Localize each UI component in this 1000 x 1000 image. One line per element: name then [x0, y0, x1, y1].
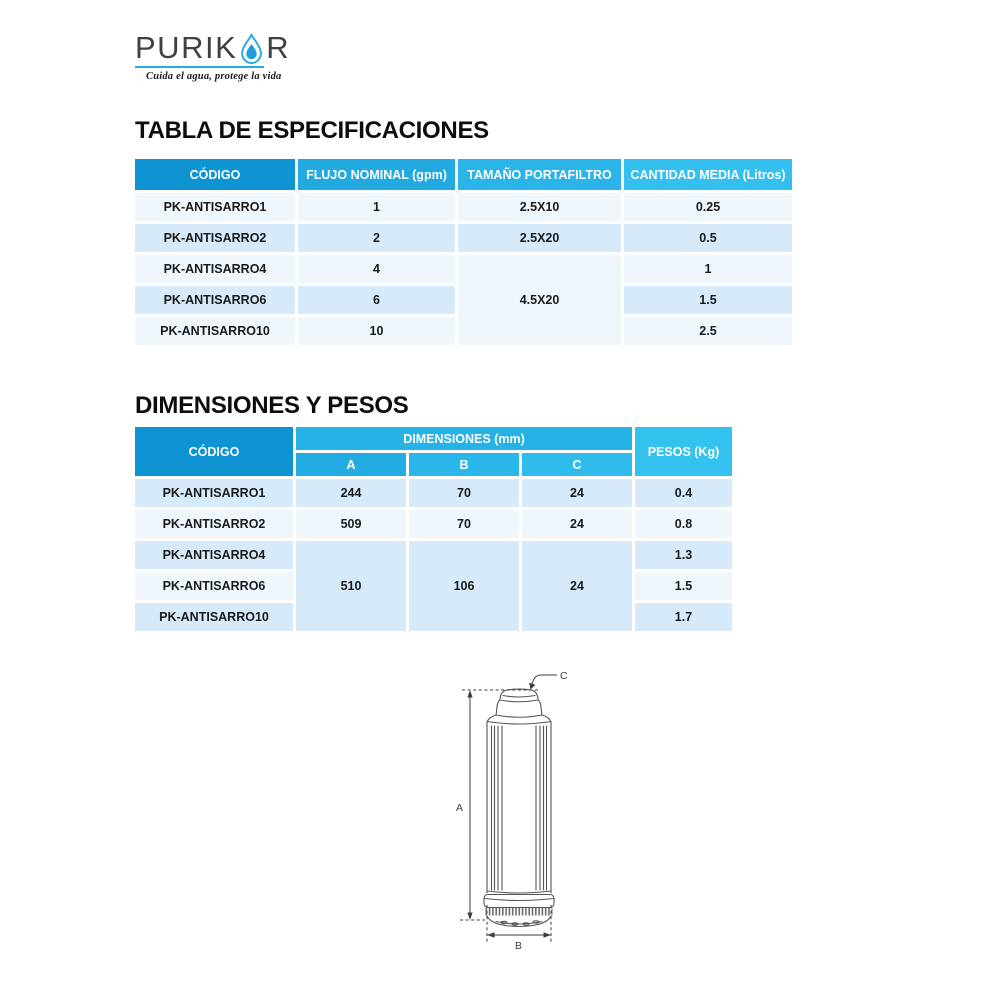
logo-wordmark [135, 32, 290, 63]
cell-cantidad: 1.5 [624, 286, 792, 314]
cell-cantidad: 2.5 [624, 317, 792, 345]
table-row [135, 510, 732, 538]
dim-label-a: A [456, 802, 464, 814]
cell-b: 70 [409, 479, 519, 507]
spec-header-tamano: TAMAÑO PORTAFILTRO [458, 159, 621, 190]
table-row [135, 224, 792, 252]
cell-c-merged: 24 [522, 541, 632, 631]
cell-a: 509 [296, 510, 406, 538]
spec-header-codigo: CÓDIGO [135, 159, 295, 190]
dim-header-codigo: CÓDIGO [135, 427, 293, 476]
spec-section-title: TABLA DE ESPECIFICACIONES [135, 117, 489, 144]
cell-codigo: PK-ANTISARRO10 [135, 317, 295, 345]
table-row [135, 193, 792, 221]
cell-c: 24 [522, 510, 632, 538]
dim-label-b: B [515, 940, 523, 952]
cell-flujo: 10 [298, 317, 455, 345]
cell-codigo: PK-ANTISARRO10 [135, 603, 293, 631]
cell-tamano-merged: 4.5X20 [458, 255, 621, 345]
cell-codigo: PK-ANTISARRO4 [135, 541, 293, 569]
specifications-table [132, 156, 795, 348]
cell-pesos: 1.7 [635, 603, 732, 631]
cell-a: 244 [296, 479, 406, 507]
logo-underline [135, 66, 264, 68]
cell-codigo: PK-ANTISARRO1 [135, 193, 295, 221]
table-row [135, 479, 732, 507]
cell-b: 70 [409, 510, 519, 538]
dim-header-pesos: PESOS (Kg) [635, 427, 732, 476]
logo-text-suffix: R [266, 30, 291, 65]
cell-codigo: PK-ANTISARRO6 [135, 572, 293, 600]
logo-text-prefix: PURIK [135, 30, 238, 65]
cell-codigo: PK-ANTISARRO2 [135, 510, 293, 538]
cell-tamano: 2.5X20 [458, 224, 621, 252]
dim-subheader-b: B [409, 453, 519, 476]
cell-flujo: 6 [298, 286, 455, 314]
cell-a-merged: 510 [296, 541, 406, 631]
spec-header-cantidad: CANTIDAD MEDIA (Litros) [624, 159, 792, 190]
cell-codigo: PK-ANTISARRO2 [135, 224, 295, 252]
dim-header-row-1 [135, 427, 732, 450]
cell-codigo: PK-ANTISARRO1 [135, 479, 293, 507]
cartridge-outline [484, 689, 554, 926]
cell-b-merged: 106 [409, 541, 519, 631]
cell-flujo: 2 [298, 224, 455, 252]
dimensions-table [132, 424, 735, 634]
dim-label-c: C [560, 670, 568, 682]
dim-header-group: DIMENSIONES (mm) [296, 427, 632, 450]
purikor-logo [135, 32, 290, 82]
cell-cantidad: 1 [624, 255, 792, 283]
filter-cartridge-diagram [452, 658, 588, 958]
dim-subheader-c: C [522, 453, 632, 476]
cell-codigo: PK-ANTISARRO6 [135, 286, 295, 314]
cell-cantidad: 0.25 [624, 193, 792, 221]
cell-pesos: 1.5 [635, 572, 732, 600]
logo-tagline: Cuida el agua, protege la vida [146, 71, 282, 82]
dim-subheader-a: A [296, 453, 406, 476]
cell-c: 24 [522, 479, 632, 507]
cell-pesos: 0.4 [635, 479, 732, 507]
cell-pesos: 0.8 [635, 510, 732, 538]
cell-flujo: 1 [298, 193, 455, 221]
spec-header-flujo: FLUJO NOMINAL (gpm) [298, 159, 455, 190]
spec-header-row [135, 159, 792, 190]
cell-flujo: 4 [298, 255, 455, 283]
table-row [135, 255, 792, 283]
cell-pesos: 1.3 [635, 541, 732, 569]
dim-section-title: DIMENSIONES Y PESOS [135, 392, 409, 419]
cell-cantidad: 0.5 [624, 224, 792, 252]
cell-tamano: 2.5X10 [458, 193, 621, 221]
cell-codigo: PK-ANTISARRO4 [135, 255, 295, 283]
table-row [135, 541, 732, 569]
water-drop-icon [239, 33, 264, 64]
